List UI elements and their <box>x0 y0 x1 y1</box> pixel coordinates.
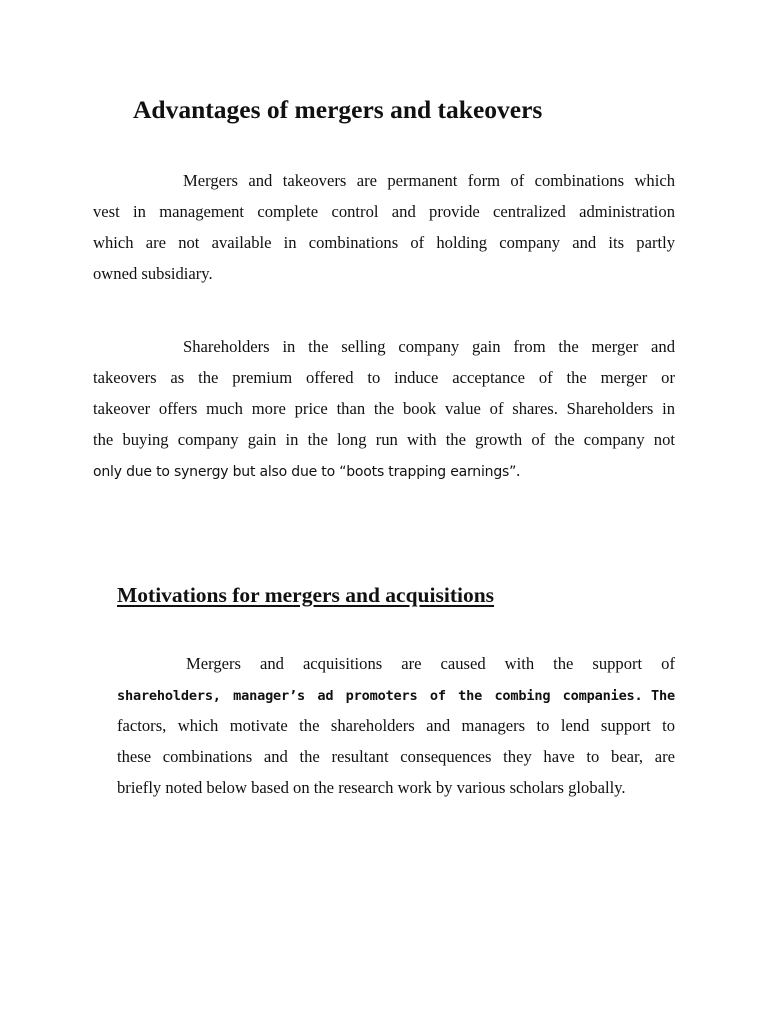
paragraph-line: vest in management complete control and provide centralized administration <box>93 202 675 221</box>
paragraph-line: these combinations and the resultant consequences they have to bear, are <box>117 747 675 766</box>
bold-text-fragment: The <box>651 688 675 704</box>
paragraph-shareholder-gains <box>93 331 675 486</box>
paragraph-line: the buying company gain in the long run with the growth of the company not <box>93 430 675 449</box>
sans-text-fragment: only due to synergy but also due to “boots trapping earnings” <box>93 464 517 480</box>
bold-text-fragment: shareholders, manager’s ad promoters of the combing companies. <box>117 688 643 704</box>
paragraph-line: which are not available in combinations of holding company and its partly <box>93 233 675 252</box>
paragraph-line <box>93 455 675 486</box>
paragraph-line: Shareholders in the selling company gain from the merger and <box>183 337 675 356</box>
page-title: Advantages of mergers and takeovers <box>133 95 543 124</box>
paragraph-line <box>117 679 675 710</box>
paragraph-mergers-intro <box>93 165 675 289</box>
paragraph-line: takeover offers much more price than the book value of shares. Shareholders in <box>93 399 675 418</box>
section-heading: Motivations for mergers and acquisitions <box>117 583 495 607</box>
paragraph-line: Mergers and takeovers are permanent form of combinations which <box>183 171 675 190</box>
paragraph-line: Mergers and acquisitions are caused with the support of <box>186 654 675 673</box>
sentence-end: . <box>516 461 521 480</box>
paragraph-line: factors, which motivate the shareholders and managers to lend support to <box>117 716 675 735</box>
paragraph-line: takeovers as the premium offered to induce acceptance of the merger or <box>93 368 675 387</box>
paragraph-line: owned subsidiary. <box>93 264 213 283</box>
paragraph-motivations <box>117 648 675 803</box>
paragraph-line: briefly noted below based on the research work by various scholars globally. <box>117 778 626 797</box>
